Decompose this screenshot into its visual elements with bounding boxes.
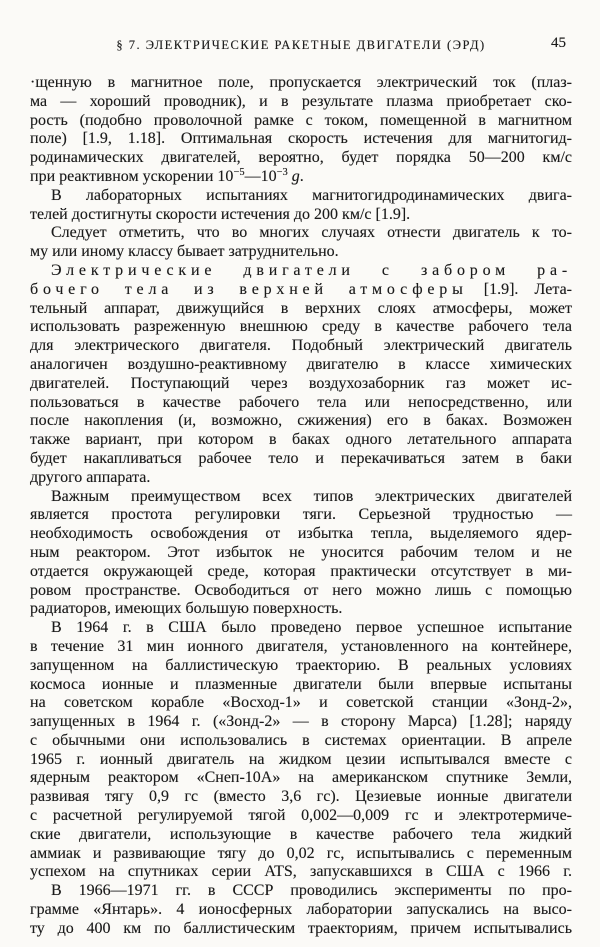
- text-run: на советском корабле «Восход-1» и советской станции «Зонд-2»,: [30, 694, 572, 712]
- text-line: [30, 281, 572, 300]
- page-number: 45: [551, 35, 566, 51]
- text-line: [30, 112, 572, 131]
- text-line: [30, 676, 572, 695]
- text-run: в течение 31 мин ионного двигателя, установленного на контейнере,: [30, 637, 572, 655]
- text-run: Электрические двигатели с забором ра-: [51, 261, 572, 279]
- text-line: [30, 168, 572, 187]
- text-line: [30, 74, 572, 93]
- text-run: В 1964 г. в США было проведено первое успешное испытание: [51, 619, 572, 637]
- text-line: [30, 506, 572, 525]
- text-line: [30, 262, 572, 281]
- text-run: с расчетной регулируемой тягой 0,002—0,009 гс и электротермиче-: [30, 807, 572, 825]
- text-run: является простота регулировки тяги. Серьезной трудностью —: [30, 506, 572, 524]
- text-run: будет накапливаться рабочее тело и перекачиваться затем в баки: [30, 449, 572, 467]
- text-run: —10: [244, 167, 277, 185]
- text-run: пользоваться в качестве рабочего тела или непосредственно, или: [30, 393, 572, 411]
- text-line: [30, 826, 572, 845]
- text-run: с обычными они использовались в системах ориентации. В апреле: [30, 731, 572, 749]
- text-line: [30, 93, 572, 112]
- text-run: для электрического двигателя. Подобный электрический двигатель: [30, 337, 572, 355]
- text-run: ным реактором. Этот избыток не уносится рабочим телом и не: [30, 543, 572, 561]
- text-run: аналогичен воздушно-реактивному двигателю в классе химических: [30, 355, 572, 373]
- text-line: [30, 732, 572, 751]
- text-line: [30, 563, 572, 582]
- text-run: другого аппарата.: [30, 468, 151, 486]
- text-line: [30, 394, 572, 413]
- text-line: [30, 450, 572, 469]
- text-run: радиаторов, имеющих большую поверхность.: [30, 600, 343, 618]
- text-run: после накопления (и, возможно, сжижения) его в баках. Возможен: [30, 412, 572, 430]
- text-run: двигателей. Поступающий через воздухозаборник газ может ис-: [30, 374, 572, 392]
- text-line: [30, 488, 572, 507]
- text-line: [30, 431, 572, 450]
- text-line: [30, 713, 572, 732]
- text-line: [30, 187, 572, 206]
- text-line: [30, 807, 572, 826]
- text-line: [30, 788, 572, 807]
- text-run: g: [291, 167, 300, 185]
- text-run: родинамических двигателей, вероятно, будет порядка 50—200 км/с: [30, 149, 572, 167]
- text-line: [30, 694, 572, 713]
- text-run: аммиак и развивающие тягу до 0,02 гс, испытывались с переменным: [30, 844, 572, 862]
- text-run: необходимость освобождения от избытка тепла, выделяемого ядер-: [30, 525, 572, 543]
- text-line: [30, 224, 572, 243]
- text-line: [30, 920, 572, 939]
- text-run: поле) [1.9, 1.18]. Оптимальная скорость истечения для магнитогид-: [30, 130, 572, 148]
- text-run: отдается окружающей среде, которая практически отсутствует в ми-: [30, 562, 572, 580]
- text-line: [30, 657, 572, 676]
- text-line: [30, 412, 572, 431]
- text-line: [30, 356, 572, 375]
- text-run: Важным преимуществом всех типов электрических двигателей: [51, 487, 572, 505]
- text-line: [30, 243, 572, 262]
- text-run: тельный аппарат, движущийся в верхних слоях атмосферы, может: [30, 299, 572, 317]
- text-run: бочего тела из верхней атмосферы: [30, 280, 468, 298]
- superscript-text: −5: [233, 166, 245, 178]
- text-line: [30, 130, 572, 149]
- text-line: [30, 582, 572, 601]
- text-run: [1.9]. Лета-: [467, 280, 572, 298]
- superscript-text: −3: [276, 166, 288, 178]
- text-run: ту до 400 км по баллистическим траекториям, причем испытывались: [30, 919, 572, 937]
- text-line: [30, 863, 572, 882]
- text-run: запущенном на баллистическую траекторию. В реальных условиях: [30, 656, 572, 674]
- text-run: телей достигнуты скорости истечения до 200 км/с [1.9].: [30, 205, 411, 223]
- text-line: [30, 337, 572, 356]
- text-line: [30, 318, 572, 337]
- text-run: ·щенную в магнитное поле, пропускается электрический ток (плаз-: [30, 74, 572, 91]
- text-run: использовать разреженную внешнюю среду в качестве рабочего тела: [30, 318, 572, 336]
- text-line: [30, 882, 572, 901]
- text-run: развивая тягу 0,9 гс (вместо 3,6 гс). Цезиевые ионные двигатели: [30, 788, 572, 806]
- text-line: [30, 525, 572, 544]
- text-run: .: [299, 167, 304, 185]
- text-run: также вариант, при котором в баках одного летательного аппарата: [30, 431, 572, 449]
- text-line: [30, 469, 572, 488]
- text-run: космоса ионные и плазменные двигатели были впервые испытаны: [30, 675, 572, 693]
- text-line: [30, 638, 572, 657]
- text-run: при реактивном ускорении 10: [30, 167, 234, 185]
- text-run: ровом пространстве. Освободиться от него можно лишь с помощью: [30, 581, 572, 599]
- text-run: ские двигатели, использующие в качестве рабочего тела жидкий: [30, 825, 572, 843]
- running-header-title: § 7. ЭЛЕКТРИЧЕСКИЕ РАКЕТНЫЕ ДВИГАТЕЛИ (ЭРД): [116, 38, 486, 52]
- text-line: [30, 300, 572, 319]
- text-line: [30, 845, 572, 864]
- text-line: [30, 619, 572, 638]
- text-line: [30, 600, 572, 619]
- text-line: [30, 544, 572, 563]
- text-run: 1965 г. ионный двигатель на жидком цезии испытывался вместе с: [30, 750, 572, 768]
- page-body: [30, 74, 572, 939]
- text-run: успехом на спутниках серии ATS, запускавшихся в США с 1966 г.: [30, 863, 572, 881]
- text-line: [30, 206, 572, 225]
- text-line: [30, 149, 572, 168]
- text-run: грамме «Янтарь». 4 ионосферных лаборатории запускались на высо-: [30, 901, 572, 919]
- text-run: ядерным реактором «Снеп-10А» на американском спутнике Земли,: [30, 769, 572, 787]
- text-line: [30, 901, 572, 920]
- text-run: В 1966—1971 гг. в СССР проводились эксперименты по про-: [51, 882, 572, 900]
- text-run: запущенных в 1964 г. («Зонд-2» — в сторону Марса) [1.28]; наряду: [30, 713, 572, 731]
- text-line: [30, 375, 572, 394]
- text-run: ма — хороший проводник), и в результате плазма приобретает ско-: [30, 92, 572, 110]
- text-run: Следует отметить, что во многих случаях отнести двигатель к то-: [51, 224, 572, 242]
- text-run: В лабораторных испытаниях магнитогидродинамических двига-: [51, 186, 572, 204]
- text-line: [30, 769, 572, 788]
- text-run: рость (подобно проволочной рамке с током, помещенной в магнитном: [30, 111, 572, 129]
- text-line: [30, 751, 572, 770]
- text-run: му или иному классу бывает затруднительно.: [30, 243, 339, 261]
